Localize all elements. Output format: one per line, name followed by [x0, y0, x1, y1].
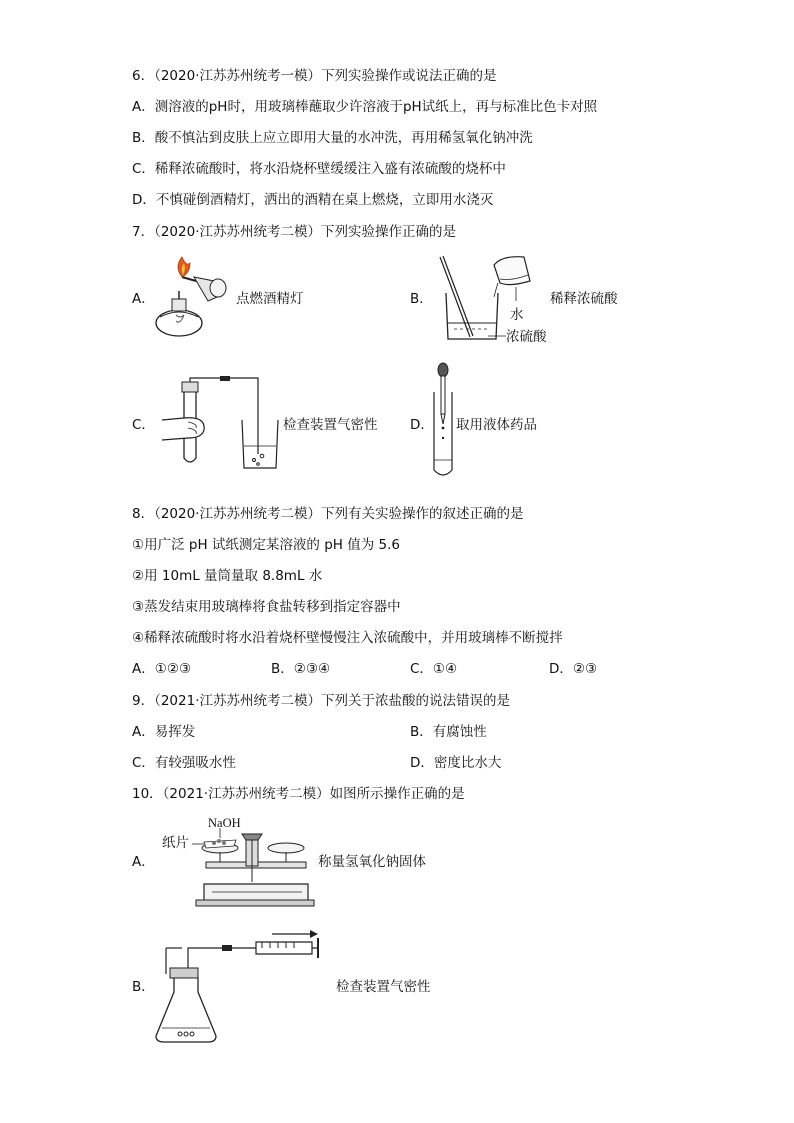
q6-option-b: B．酸不慎沾到皮肤上应立即用大量的水冲洗，再用稀氢氧化钠冲洗	[132, 130, 533, 146]
q7-option-a-letter: A．	[132, 291, 155, 307]
q10-a-label-naoh: NaOH	[208, 816, 241, 830]
alcohol-lamp-lighting-figure	[152, 255, 232, 345]
q6-option-a: A．测溶液的pH时，用玻璃棒蘸取少许溶液于pH试纸上，再与标准比色卡对照	[132, 99, 598, 115]
q8-option-a: A．①②③	[132, 661, 192, 677]
q9-option-a: A．易挥发	[132, 724, 196, 740]
q10-option-a-letter: A．	[132, 854, 155, 870]
q9-option-d: D．密度比水大	[410, 755, 502, 771]
q9-option-c: C．有较强吸水性	[132, 755, 236, 771]
q7-option-d-letter: D．	[410, 417, 434, 433]
q9-option-b: B．有腐蚀性	[410, 724, 487, 740]
q8-stem: 8．（2020·江苏苏州统考二模）下列有关实验操作的叙述正确的是	[132, 506, 524, 522]
airtightness-check-figure	[158, 376, 283, 471]
q8-option-c: C．①④	[410, 661, 458, 677]
q6-option-c: C．稀释浓硫酸时，将水沿烧杯壁缓缓注入盛有浓硫酸的烧杯中	[132, 161, 506, 177]
q8-item-2: ②用 10mL 量筒量取 8.8mL 水	[132, 568, 323, 584]
q8-option-b: B．②③④	[271, 661, 331, 677]
q7-option-c-caption: 检查装置气密性	[283, 417, 378, 433]
q6-stem: 6．（2020·江苏苏州统考一模）下列实验操作或说法正确的是	[132, 68, 497, 84]
q7-option-b-letter: B．	[410, 291, 433, 307]
q8-item-1: ①用广泛 pH 试纸测定某溶液的 pH 值为 5.6	[132, 537, 400, 553]
q7-option-c-letter: C．	[132, 417, 155, 433]
q8-item-3: ③蒸发结束用玻璃棒将食盐转移到指定容器中	[132, 599, 401, 615]
q7-b-label-acid: 浓硫酸	[506, 329, 547, 345]
q7-option-d-caption: 取用液体药品	[456, 417, 537, 433]
q10-option-b-caption: 检查装置气密性	[336, 979, 431, 995]
balance-weighing-figure	[192, 822, 317, 908]
q10-option-a-caption: 称量氢氧化钠固体	[318, 854, 426, 870]
dropper-liquid-figure	[430, 362, 456, 482]
q10-option-b-letter: B．	[132, 979, 155, 995]
q9-stem: 9．（2021·江苏苏州统考二模）下列关于浓盐酸的说法错误的是	[132, 693, 510, 709]
q7-b-label-water: 水	[510, 307, 524, 323]
q8-item-4: ④稀释浓硫酸时将水沿着烧杯壁慢慢注入浓硫酸中，并用玻璃棒不断搅拌	[132, 630, 563, 646]
q6-option-d: D．不慎碰倒酒精灯，洒出的酒精在桌上燃烧，立即用水浇灭	[132, 192, 494, 208]
q7-option-a-caption: 点燃酒精灯	[236, 291, 304, 307]
q7-stem: 7．（2020·江苏苏州统考二模）下列实验操作正确的是	[132, 224, 456, 240]
q7-option-b-caption: 稀释浓硫酸	[550, 291, 618, 307]
q10-stem: 10．（2021·江苏苏州统考二模）如图所示操作正确的是	[132, 786, 465, 802]
q8-option-d: D．②③	[549, 661, 598, 677]
q10-a-label-paper: 纸片	[162, 835, 189, 851]
syringe-airtightness-figure	[152, 928, 332, 1046]
